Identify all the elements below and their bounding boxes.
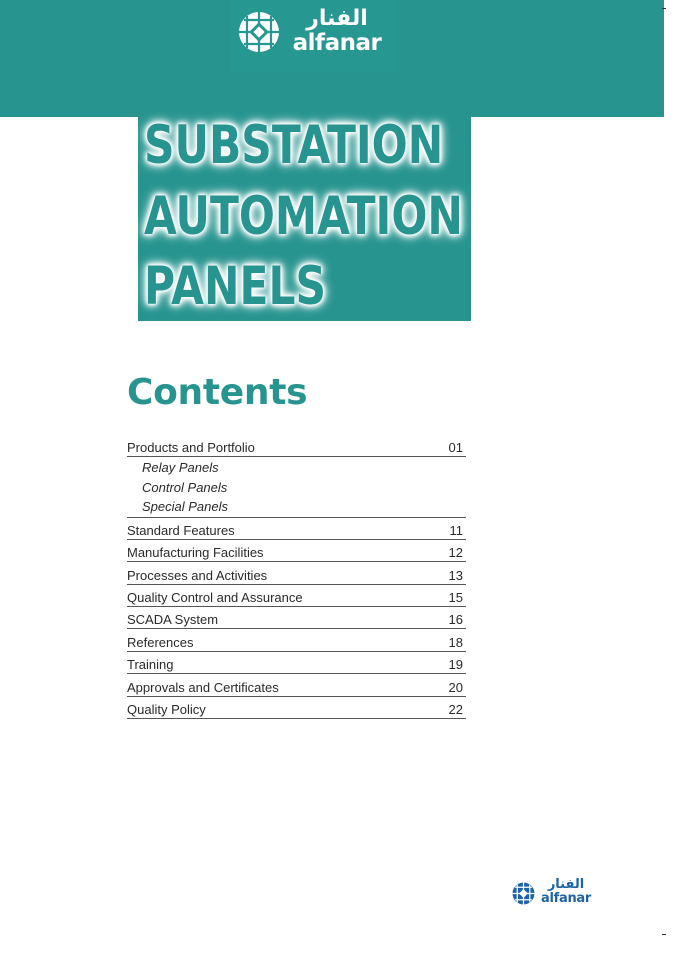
toc-subitem-relay-panels[interactable]: Relay Panels xyxy=(142,460,219,475)
contents-heading: Contents xyxy=(127,372,308,413)
toc-label: Approvals and Certificates xyxy=(127,679,279,695)
toc-label: Processes and Activities xyxy=(127,567,268,583)
toc-subitem-control-panels[interactable]: Control Panels xyxy=(142,479,228,495)
table-of-contents xyxy=(127,436,466,719)
title-line-1: SUBSTATION xyxy=(144,115,444,176)
toc-label: Quality Policy xyxy=(127,702,206,718)
footer-logo xyxy=(511,878,595,908)
toc-label: Standard Features xyxy=(127,522,235,538)
title-block xyxy=(138,113,471,321)
toc-page: 19 xyxy=(448,657,463,673)
footer-logo-latin-text: alfanar xyxy=(541,891,591,906)
toc-label: Quality Control and Assurance xyxy=(127,590,303,606)
toc-subitem-special-panels[interactable]: Special Panels xyxy=(142,499,228,514)
toc-page: 01 xyxy=(448,440,463,455)
alfanar-logo-icon xyxy=(512,882,535,905)
toc-row-scada-system[interactable] xyxy=(127,607,466,629)
toc-row-manufacturing-facilities[interactable] xyxy=(127,540,466,562)
toc-page: 16 xyxy=(448,612,463,628)
toc-row-references[interactable] xyxy=(127,629,466,651)
toc-page: 13 xyxy=(448,567,463,583)
crop-mark xyxy=(662,8,666,9)
toc-page: 22 xyxy=(448,702,463,718)
alfanar-logo-icon xyxy=(237,10,281,54)
header-logo xyxy=(231,0,399,72)
toc-page: 18 xyxy=(448,634,463,650)
toc-row-processes-and-activities[interactable] xyxy=(127,562,466,584)
toc-label: Products and Portfolio xyxy=(127,440,255,455)
toc-row-quality-policy[interactable] xyxy=(127,697,466,719)
title-line-2: AUTOMATION xyxy=(144,186,463,247)
toc-row-training[interactable] xyxy=(127,652,466,674)
toc-page: 11 xyxy=(449,522,463,538)
toc-row-approvals-and-certificates[interactable] xyxy=(127,674,466,696)
toc-page: 20 xyxy=(448,679,463,695)
toc-row-quality-control-and-assurance[interactable] xyxy=(127,585,466,607)
toc-label: Manufacturing Facilities xyxy=(127,545,264,561)
toc-label: References xyxy=(127,634,194,650)
toc-row-standard-features[interactable] xyxy=(127,518,466,540)
toc-label: SCADA System xyxy=(127,612,219,628)
toc-label: Training xyxy=(127,657,174,673)
footer-logo-arabic-text: الفنار xyxy=(547,877,585,892)
toc-page: 15 xyxy=(448,590,463,606)
toc-page: 12 xyxy=(448,545,463,561)
title-line-3: PANELS xyxy=(144,256,327,317)
logo-arabic-text: الفنار xyxy=(306,6,368,31)
logo-latin-text: alfanar xyxy=(292,30,382,56)
crop-mark xyxy=(662,934,666,935)
toc-row-products-and-portfolio[interactable] xyxy=(127,436,466,518)
